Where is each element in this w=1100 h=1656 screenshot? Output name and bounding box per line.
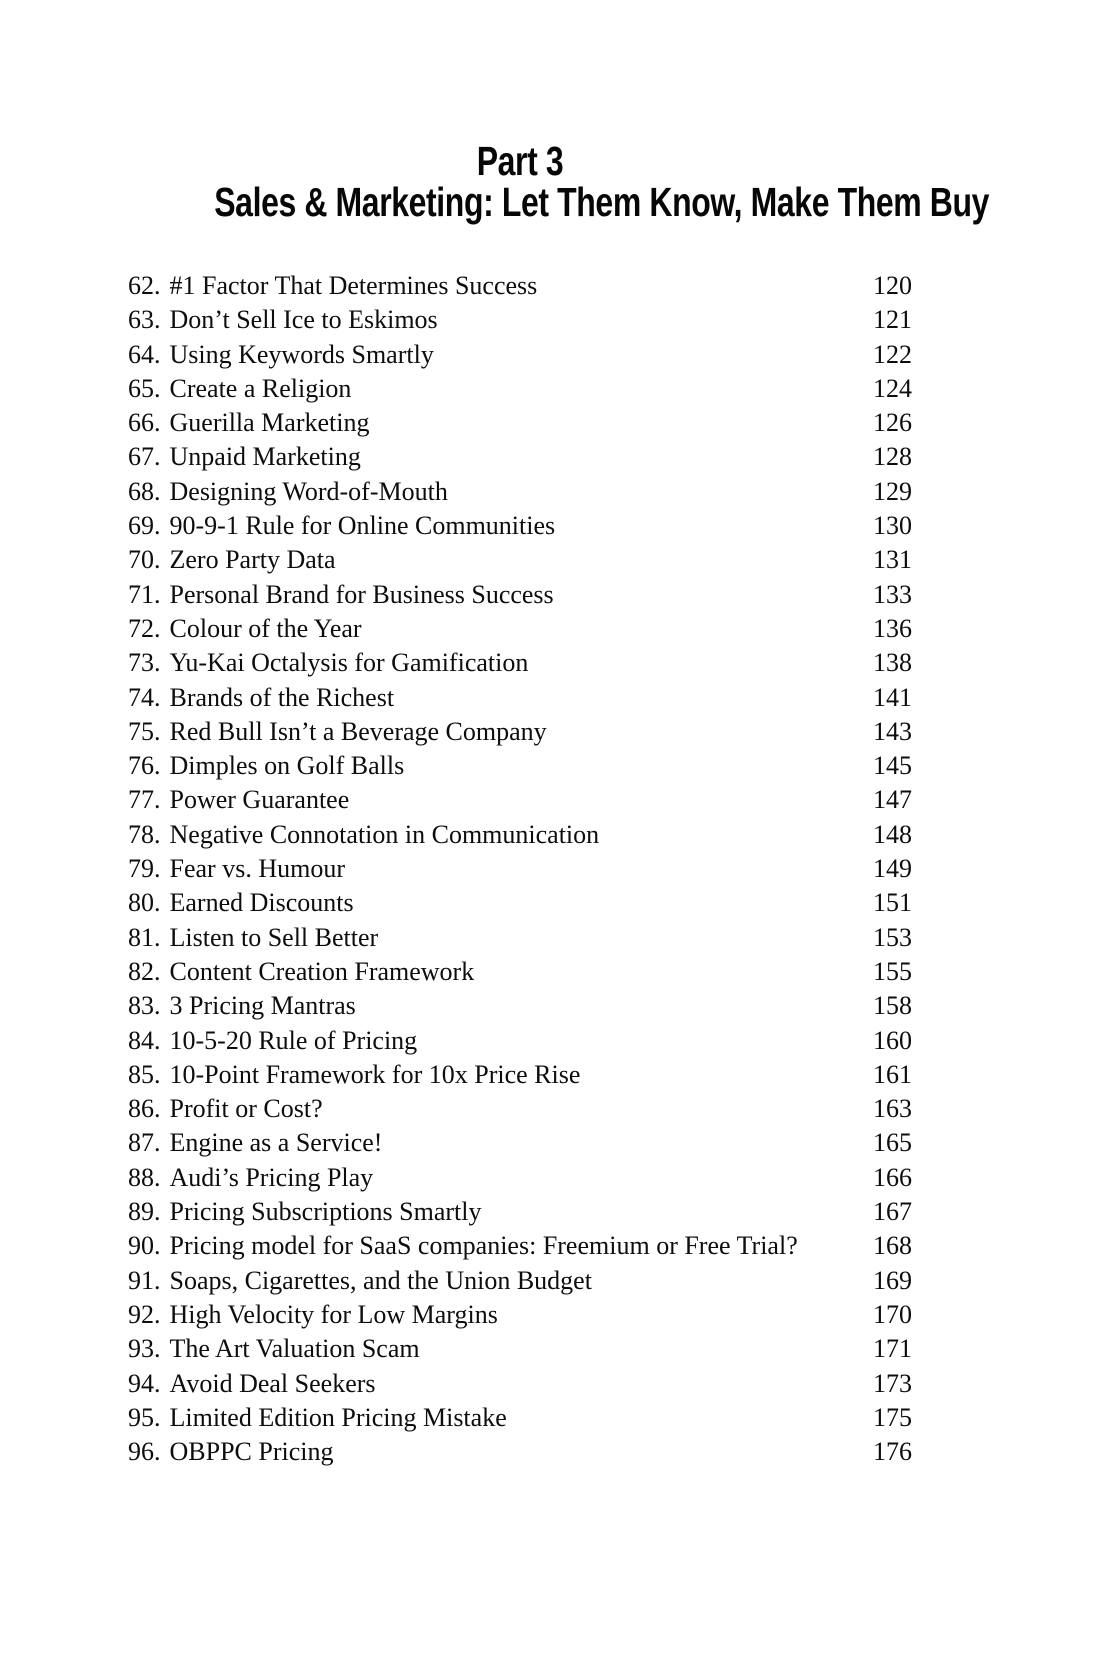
toc-entry-row (128, 1435, 912, 1469)
toc-list (128, 269, 912, 1469)
entry-number: 85. (128, 1059, 161, 1089)
entry-number: 93. (128, 1334, 161, 1364)
toc-entry-text (128, 1332, 420, 1366)
toc-entry-row (128, 715, 912, 749)
entry-title: Create a Religion (169, 373, 352, 403)
toc-entry-row (128, 543, 912, 577)
entry-page-number: 158 (873, 991, 912, 1021)
toc-entry-text (128, 1401, 507, 1435)
entry-title: Unpaid Marketing (169, 442, 361, 472)
toc-entry-row (128, 886, 912, 920)
entry-number: 89. (128, 1197, 161, 1227)
toc-entry-row (128, 303, 912, 337)
entry-page-number: 128 (873, 442, 912, 472)
toc-entry-text (128, 338, 434, 372)
entry-title: 10-Point Framework for 10x Price Rise (169, 1059, 581, 1089)
entry-page-number: 138 (873, 648, 912, 678)
toc-entry-text (128, 406, 370, 440)
toc-entry-row (128, 1229, 912, 1263)
entry-number: 62. (128, 271, 161, 300)
toc-entry-row (128, 269, 912, 303)
toc-entry-row (128, 475, 912, 509)
part-header (128, 138, 990, 225)
toc-entry-row (128, 1298, 912, 1332)
entry-number: 66. (128, 408, 161, 438)
toc-entry-row (128, 440, 912, 474)
toc-entry-row (128, 1332, 912, 1366)
entry-number: 75. (128, 716, 161, 746)
toc-entry-row (128, 372, 912, 406)
toc-entry-text (128, 543, 336, 577)
toc-entry-text (128, 749, 404, 783)
toc-entry-row (128, 1264, 912, 1298)
part-label: Part 3 (476, 138, 564, 184)
entry-page-number: 148 (873, 819, 912, 849)
entry-number: 72. (128, 613, 161, 643)
entry-page-number: 173 (873, 1368, 912, 1398)
entry-number: 70. (128, 545, 161, 575)
entry-title: Dimples on Golf Balls (169, 751, 405, 781)
toc-entry-text (128, 921, 378, 955)
entry-title: Guerilla Marketing (169, 408, 370, 438)
entry-page-number: 130 (873, 511, 912, 541)
entry-page-number: 153 (873, 922, 912, 952)
entry-number: 78. (128, 819, 161, 849)
entry-page-number: 168 (873, 1231, 912, 1261)
toc-entry-row (128, 406, 912, 440)
entry-title: Avoid Deal Seekers (169, 1368, 376, 1398)
entry-page-number: 170 (873, 1299, 912, 1329)
entry-number: 84. (128, 1025, 161, 1055)
entry-number: 69. (128, 511, 161, 541)
entry-number: 73. (128, 648, 161, 678)
toc-entry-text (128, 612, 362, 646)
toc-entry-text (128, 372, 351, 406)
toc-entry-text (128, 989, 356, 1023)
entry-number: 81. (128, 922, 161, 952)
toc-entry-row (128, 749, 912, 783)
entry-title: Pricing Subscriptions Smartly (169, 1197, 482, 1227)
entry-page-number: 175 (873, 1402, 912, 1432)
entry-number: 82. (128, 956, 161, 986)
toc-entry-text (128, 783, 349, 817)
toc-entry-row (128, 818, 912, 852)
toc-entry-row (128, 1401, 912, 1435)
toc-entry-text (128, 1092, 323, 1126)
entry-title: Power Guarantee (169, 785, 350, 815)
entry-page-number: 124 (873, 373, 912, 403)
toc-entry-row (128, 681, 912, 715)
entry-number: 77. (128, 785, 161, 815)
book-page (128, 0, 990, 1469)
entry-number: 64. (128, 339, 161, 369)
entry-page-number: 122 (873, 339, 912, 369)
toc-entry-text (128, 509, 555, 543)
entry-page-number: 163 (873, 1094, 912, 1124)
toc-entry-row (128, 989, 912, 1023)
toc-entry-text (128, 1367, 376, 1401)
toc-entry-row (128, 1367, 912, 1401)
toc-entry-text (128, 715, 547, 749)
entry-page-number: 155 (873, 956, 912, 986)
entry-number: 86. (128, 1094, 161, 1124)
toc-entry-text (128, 1264, 592, 1298)
toc-entry-row (128, 612, 912, 646)
entry-number: 80. (128, 888, 161, 918)
entry-number: 71. (128, 579, 161, 609)
entry-title: Yu-Kai Octalysis for Gamification (169, 648, 529, 678)
toc-entry-text (128, 1126, 382, 1160)
toc-entry-text (128, 1298, 498, 1332)
part-title: Sales & Marketing: Let Them Know, Make Them Buy (214, 179, 990, 225)
entry-number: 79. (128, 854, 161, 884)
entry-title: High Velocity for Low Margins (169, 1299, 498, 1329)
toc-entry-text (128, 646, 528, 680)
entry-number: 67. (128, 442, 161, 472)
entry-title: Fear vs. Humour (169, 854, 345, 884)
entry-page-number: 143 (873, 716, 912, 746)
entry-page-number: 171 (873, 1334, 912, 1364)
entry-number: 68. (128, 476, 161, 506)
entry-page-number: 136 (873, 613, 912, 643)
entry-number: 87. (128, 1128, 161, 1158)
toc-entry-row (128, 1024, 912, 1058)
entry-title: Colour of the Year (169, 613, 362, 643)
entry-title: Negative Connotation in Communication (169, 819, 600, 849)
entry-page-number: 121 (873, 305, 912, 335)
toc-entry-row (128, 1195, 912, 1229)
entry-title: #1 Factor That Determines Success (169, 271, 538, 300)
entry-title: 3 Pricing Mantras (169, 991, 356, 1021)
entry-number: 88. (128, 1162, 161, 1192)
toc-entry-text (128, 818, 599, 852)
entry-page-number: 165 (873, 1128, 912, 1158)
entry-number: 76. (128, 751, 161, 781)
toc-entry-text (128, 1161, 373, 1195)
entry-page-number: 161 (873, 1059, 912, 1089)
entry-title: Designing Word-of-Mouth (169, 476, 448, 506)
entry-title: Don’t Sell Ice to Eskimos (169, 305, 438, 335)
entry-page-number: 131 (873, 545, 912, 575)
entry-title: 90-9-1 Rule for Online Communities (169, 511, 556, 541)
toc-entry-row (128, 783, 912, 817)
toc-entry-text (128, 955, 474, 989)
entry-page-number: 145 (873, 751, 912, 781)
toc-entry-row (128, 955, 912, 989)
toc-entry-row (128, 852, 912, 886)
entry-number: 65. (128, 373, 161, 403)
entry-title: Limited Edition Pricing Mistake (169, 1402, 507, 1432)
entry-title: Soaps, Cigarettes, and the Union Budget (169, 1265, 592, 1295)
entry-page-number: 120 (873, 271, 912, 300)
entry-number: 83. (128, 991, 161, 1021)
entry-title: The Art Valuation Scam (169, 1334, 420, 1364)
toc-entry-text (128, 303, 438, 337)
toc-entry-row (128, 1126, 912, 1160)
entry-page-number: 176 (873, 1437, 912, 1467)
toc-entry-text (128, 440, 361, 474)
toc-entry-row (128, 1161, 912, 1195)
entry-number: 91. (128, 1265, 161, 1295)
toc-entry-text (128, 475, 448, 509)
entry-title: Using Keywords Smartly (169, 339, 434, 369)
entry-number: 92. (128, 1299, 161, 1329)
entry-page-number: 169 (873, 1265, 912, 1295)
entry-page-number: 126 (873, 408, 912, 438)
toc-entry-row (128, 509, 912, 543)
toc-entry-row (128, 338, 912, 372)
entry-title: Brands of the Richest (169, 682, 395, 712)
toc-entry-text (128, 681, 394, 715)
toc-entry-text (128, 269, 537, 303)
entry-number: 96. (128, 1437, 161, 1467)
entry-number: 94. (128, 1368, 161, 1398)
entry-page-number: 133 (873, 579, 912, 609)
entry-title: Listen to Sell Better (169, 922, 379, 952)
entry-number: 63. (128, 305, 161, 335)
toc-entry-text (128, 578, 554, 612)
entry-page-number: 160 (873, 1025, 912, 1055)
entry-title: Red Bull Isn’t a Beverage Company (169, 716, 547, 746)
entry-title: Content Creation Framework (169, 956, 475, 986)
entry-title: Profit or Cost? (169, 1094, 323, 1124)
entry-number: 95. (128, 1402, 161, 1432)
entry-page-number: 141 (873, 682, 912, 712)
toc-entry-row (128, 1058, 912, 1092)
toc-entry-row (128, 1092, 912, 1126)
entry-page-number: 149 (873, 854, 912, 884)
entry-number: 74. (128, 682, 161, 712)
entry-page-number: 147 (873, 785, 912, 815)
entry-page-number: 151 (873, 888, 912, 918)
entry-page-number: 129 (873, 476, 912, 506)
entry-title: OBPPC Pricing (169, 1437, 334, 1467)
toc-entry-row (128, 578, 912, 612)
entry-page-number: 166 (873, 1162, 912, 1192)
entry-number: 90. (128, 1231, 161, 1261)
toc-entry-row (128, 646, 912, 680)
entry-title: Earned Discounts (169, 888, 354, 918)
entry-title: Pricing model for SaaS companies: Freemium or Free Trial? (169, 1231, 798, 1261)
toc-entry-row (128, 921, 912, 955)
toc-entry-text (128, 1229, 798, 1263)
entry-title: 10-5-20 Rule of Pricing (169, 1025, 418, 1055)
entry-page-number: 167 (873, 1197, 912, 1227)
toc-entry-text (128, 852, 345, 886)
entry-title: Zero Party Data (169, 545, 336, 575)
entry-title: Engine as a Service! (169, 1128, 383, 1158)
entry-title: Personal Brand for Business Success (169, 579, 554, 609)
entry-title: Audi’s Pricing Play (169, 1162, 374, 1192)
toc-entry-text (128, 1195, 482, 1229)
toc-entry-text (128, 886, 354, 920)
toc-entry-text (128, 1435, 334, 1469)
toc-entry-text (128, 1058, 580, 1092)
toc-entry-text (128, 1024, 417, 1058)
